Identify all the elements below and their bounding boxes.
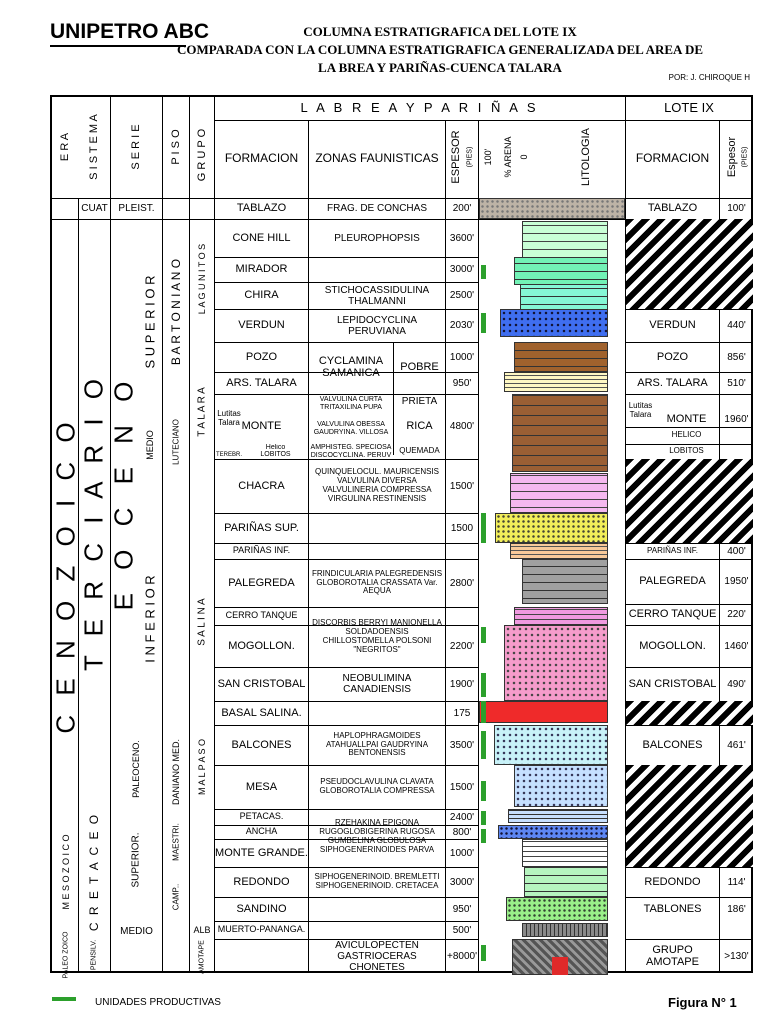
piso-luteciano: LUTECIANO bbox=[171, 419, 181, 465]
formation-name: BALCONES bbox=[231, 738, 292, 751]
era-mesozoico: M E S O Z O I C O bbox=[61, 834, 71, 910]
stratigraphic-table bbox=[50, 95, 753, 979]
divider bbox=[162, 97, 163, 971]
zone-pobre: POBRE bbox=[400, 360, 439, 373]
lith-pozo bbox=[514, 342, 608, 372]
thickness: 1500 bbox=[450, 522, 474, 534]
productive-marker bbox=[481, 673, 486, 697]
lith-chira bbox=[520, 284, 608, 310]
formation-name: MONTE GRANDE. bbox=[215, 846, 308, 859]
divider bbox=[189, 97, 190, 971]
thickness: 800' bbox=[452, 826, 472, 838]
piso-maestri: MAESTRI. bbox=[171, 823, 181, 861]
formation-name: PALEGREDA bbox=[228, 576, 295, 589]
grupo-header: G R U P O bbox=[196, 128, 208, 182]
productive-marker bbox=[481, 811, 486, 825]
formation-name: PARIÑAS SUP. bbox=[224, 521, 299, 534]
lote-thickness: 114' bbox=[727, 876, 746, 888]
faunal-zone bbox=[309, 543, 445, 559]
lote-thickness: 1460' bbox=[724, 640, 749, 652]
faunal-zone: AVICULOPECTEN GASTRIOCERAS CHONETES bbox=[335, 939, 419, 973]
title-line-1: COLUMNA ESTRATIGRAFICA DEL LOTE IX bbox=[303, 24, 577, 39]
thickness bbox=[446, 543, 478, 559]
sistema-cuat: CUAT bbox=[81, 203, 108, 214]
pies-label: (PIES) bbox=[466, 146, 474, 168]
lote-thickness: 856' bbox=[727, 351, 746, 363]
lith-petacas bbox=[508, 809, 608, 823]
lote-missing-zone bbox=[626, 765, 753, 867]
lobitos: LOBITOS bbox=[260, 451, 291, 459]
faunal-zone: PSEUDOCLAVULINA CLAVATA GLOBOROTALIA COMPRESSA bbox=[319, 777, 435, 795]
piso-daniano: DANIANO MED. bbox=[171, 738, 181, 806]
lith-ancha bbox=[498, 825, 608, 839]
thickness: +8000' bbox=[447, 950, 477, 962]
faunal-zone: QUINQUELOCUL. MAURICENSIS VALVULINA DIVERSA VALVULINERIA COMPRESSA VIRGULINA RESTINENSIS bbox=[314, 467, 440, 503]
lith-parinas-sup bbox=[495, 513, 608, 543]
arena-label: % ARENA bbox=[503, 136, 513, 178]
faunal-zone bbox=[309, 897, 445, 921]
lote-formation: BALCONES bbox=[642, 738, 703, 751]
thickness: 950' bbox=[452, 903, 472, 915]
lote-formation: HELICO bbox=[671, 430, 702, 440]
thickness: 3000' bbox=[449, 876, 475, 888]
lote-formation: Lutitas Talara bbox=[628, 400, 653, 419]
era-header: E R A bbox=[59, 132, 71, 162]
monte-zone-3: AMPHISTEG. SPECIOSA DISCOCYCLINA. PERUV bbox=[310, 444, 392, 459]
lote-thickness: 461' bbox=[727, 739, 746, 751]
piso-header: P I S O bbox=[170, 129, 182, 165]
thickness: 2400' bbox=[449, 811, 475, 823]
lith-mogollon bbox=[504, 625, 608, 701]
productive-marker bbox=[481, 701, 486, 723]
lith-muerto-pananga bbox=[522, 923, 608, 937]
grupo-talara: T A L A R A bbox=[196, 387, 208, 437]
lutitas-talara: Lutitas Talara bbox=[217, 409, 241, 427]
litologia-header: LITOLOGIA bbox=[580, 128, 592, 186]
lote-thickness: 100' bbox=[727, 203, 746, 214]
lith-palegreda bbox=[522, 559, 608, 604]
logo: UNIPETRO ABC bbox=[50, 20, 210, 43]
productive-marker bbox=[481, 627, 486, 643]
figure-label: Figura N° 1 bbox=[668, 995, 737, 1010]
lote-formation: MOGOLLON. bbox=[639, 639, 706, 652]
serie-pleist: PLEIST. bbox=[118, 203, 155, 214]
productive-marker bbox=[481, 781, 486, 801]
formation-name bbox=[215, 939, 308, 973]
lote-formation: REDONDO bbox=[644, 875, 701, 888]
lote-formation: MONTE bbox=[666, 412, 707, 425]
serie-header: S E R I E bbox=[130, 124, 142, 170]
thickness: 1000' bbox=[449, 847, 475, 859]
lith-mirador bbox=[514, 257, 608, 285]
faunal-zone: HAPLOPHRAGMOIDES ATAHUALLPAI GAUDRYINA BENTONENSIS bbox=[325, 730, 429, 758]
monte-zone-2: VALVULINA OBESSA GAUDRYINA. VILLOSA bbox=[313, 421, 389, 436]
lote-thickness: 1950' bbox=[724, 576, 749, 587]
faunal-zone: LEPIDOCYCLINA PERUVIANA bbox=[336, 314, 418, 337]
grupo-amotape: AMOTAPE bbox=[198, 940, 206, 974]
lote-formation: CERRO TANQUE bbox=[628, 608, 717, 621]
faunal-zone: SIPHOGENERINOID. BREMLETTI SIPHOGENERINOID. CRETACEA bbox=[314, 872, 440, 890]
formation-name: VERDUN bbox=[238, 319, 285, 332]
lote-missing-zone bbox=[626, 459, 753, 543]
thickness: 200' bbox=[452, 203, 472, 214]
serie-eoceno: E O C E N O bbox=[108, 373, 139, 611]
arena-top-label: 100' bbox=[483, 148, 493, 166]
era-cenozoico: C E N O Z O I C O bbox=[50, 416, 81, 734]
lith-tablazo bbox=[479, 198, 625, 219]
productive-marker bbox=[481, 313, 486, 333]
lote-thickness: 490' bbox=[727, 678, 746, 690]
thickness: 1900' bbox=[449, 678, 475, 690]
formation-name: ARS. TALARA bbox=[226, 376, 297, 389]
thickness: 175 bbox=[453, 707, 471, 719]
thickness: 1000' bbox=[449, 351, 475, 363]
lote-espesor-header: Espesor bbox=[726, 136, 738, 178]
lote-formation: PARIÑAS INF. bbox=[647, 545, 698, 555]
formation-name: PARIÑAS INF. bbox=[232, 545, 291, 556]
lote-thickness: 1960' bbox=[724, 413, 749, 425]
lote-thickness: 186' bbox=[727, 903, 746, 915]
serie-medio: MEDIO bbox=[145, 430, 155, 460]
grupo-lagunitos: L A G U N I T O S bbox=[197, 243, 207, 315]
faunal-zone: PLEUROPHOPSIS bbox=[334, 232, 420, 244]
formation-name: MUERTO-PANANGA. bbox=[217, 924, 306, 935]
lith-mesa bbox=[514, 765, 608, 807]
thickness: 2030' bbox=[449, 320, 475, 331]
lote-formation: TABLAZO bbox=[647, 202, 698, 215]
faunal-zone: FRAG. DE CONCHAS bbox=[326, 203, 427, 214]
formation-name: SANDINO bbox=[236, 902, 287, 915]
lith-balcones bbox=[494, 725, 608, 765]
formation-name: MIRADOR bbox=[235, 263, 288, 276]
lote-formation: SAN CRISTOBAL bbox=[628, 677, 717, 690]
lith-verdun bbox=[500, 309, 608, 337]
thickness: 2800' bbox=[449, 577, 475, 589]
formation-name: CHIRA bbox=[244, 289, 279, 302]
sistema-header: S I S T E M A bbox=[88, 114, 100, 180]
mogollon-zone: DISCORBIS BERRYI MANIONELLA SOLDADOENSIS CHILLOSTOMELLA POLSONI "NEGRITOS" bbox=[312, 618, 442, 654]
piso-bartoniano: B A R T O N I A N O bbox=[169, 258, 183, 366]
zone-quemada: QUEMADA bbox=[399, 446, 440, 456]
productive-marker bbox=[481, 265, 486, 279]
lith-sandino bbox=[506, 897, 608, 921]
grupo-malpaso: M A L P A S O bbox=[197, 738, 207, 796]
productive-marker bbox=[481, 945, 486, 961]
lote-thickness: 510' bbox=[727, 377, 746, 389]
formation-name: CERRO TANQUE bbox=[225, 610, 298, 621]
serie-paleoceno: PALEOCENO. bbox=[131, 740, 141, 798]
cret-zone: RZEHAKINA EPIGONA RUGOGLOBIGERINA RUGOSA GUMBELINA GLOBULOSA SIPHOGENERINOIDES PARVA bbox=[319, 818, 435, 854]
formation-name: CHACRA bbox=[238, 479, 285, 492]
faunal-zone: STICHOCASSIDULINA THALMANNI bbox=[324, 284, 430, 307]
thickness: 500' bbox=[452, 924, 472, 936]
lote-thickness: 440' bbox=[727, 320, 746, 331]
zone-rica: RICA bbox=[406, 419, 433, 432]
thickness: 3000' bbox=[449, 264, 475, 275]
formation-name: POZO bbox=[245, 350, 278, 363]
lote-formation: ARS. TALARA bbox=[637, 376, 708, 389]
formation-name: MONTE bbox=[241, 420, 282, 433]
thickness: 4800' bbox=[449, 421, 475, 432]
lith-cerro-tanque bbox=[514, 607, 608, 625]
labrea-header: L A B R E A Y P A R I Ñ A S bbox=[300, 100, 539, 116]
formation-name: ANCHA bbox=[245, 826, 278, 837]
lote-header: LOTE IX bbox=[664, 100, 714, 116]
lith-redondo bbox=[524, 867, 608, 897]
faunal-zone bbox=[309, 513, 445, 543]
productive-marker bbox=[481, 513, 486, 543]
sistema-cretaceo: C R E T A C E O bbox=[87, 812, 101, 932]
lith-chacra bbox=[510, 473, 608, 513]
productive-marker bbox=[481, 731, 486, 759]
formation-name: CONE HILL bbox=[232, 231, 291, 244]
piso-alb: ALB bbox=[193, 925, 211, 936]
sistema-pensilv: PENSILV. bbox=[90, 939, 98, 971]
lote-formacion-header: FORMACION bbox=[635, 151, 710, 166]
lote-missing-zone bbox=[626, 701, 753, 725]
lith-basal-salina bbox=[479, 701, 608, 723]
lote-thickness: 220' bbox=[727, 609, 746, 620]
arena-zero-label: 0 bbox=[519, 154, 529, 160]
divider bbox=[478, 120, 479, 971]
formation-name: MESA bbox=[245, 780, 278, 793]
formation-name: SAN CRISTOBAL bbox=[217, 677, 306, 690]
terebr: TEREBR. bbox=[215, 451, 242, 458]
serie-cret-medio: MEDIO bbox=[120, 925, 153, 937]
formation-name: REDONDO bbox=[233, 875, 290, 888]
zone-prieta: PRIETA bbox=[401, 395, 438, 407]
title-line-2: COMPARADA CON LA COLUMNA ESTRATIGRAFICA GENERALIZADA DEL AREA DE bbox=[176, 42, 704, 57]
espesor-header: ESPESOR bbox=[450, 130, 462, 184]
lote-formation: LOBITOS bbox=[669, 446, 704, 456]
formation-name: TABLAZO bbox=[236, 202, 287, 215]
faunal-zone bbox=[309, 257, 445, 282]
lote-missing-zone bbox=[626, 219, 753, 309]
piso-camp: CAMP.. bbox=[171, 883, 181, 911]
thickness: 1500' bbox=[449, 781, 475, 793]
sistema-terciario: T E R C I A R I O bbox=[78, 372, 109, 672]
thickness: 1500' bbox=[449, 480, 475, 492]
thickness bbox=[446, 607, 478, 625]
faunal-zone: FRINDICULARIA PALEGREDENSIS GLOBOROTALIA CRASSATA Var. AEQUA bbox=[311, 568, 443, 596]
lote-thickness: >130' bbox=[724, 950, 749, 962]
faunal-zone bbox=[309, 701, 445, 725]
lote-formation: VERDUN bbox=[649, 319, 696, 332]
productive-marker bbox=[481, 829, 486, 843]
lith-monte bbox=[512, 394, 608, 472]
helico: Helico bbox=[265, 444, 286, 452]
serie-inferior: I N F E R I O R bbox=[142, 575, 158, 663]
lote-formation: TABLONES bbox=[643, 902, 702, 915]
faunal-zone bbox=[309, 921, 445, 939]
lith-ars-talara bbox=[504, 372, 608, 392]
serie-superior: S U P E R I O R bbox=[142, 275, 158, 369]
monte-zone-1: VALVULINA CURTA TRITAXILINA PUPA bbox=[319, 396, 383, 411]
lith-parinas-inf bbox=[510, 543, 608, 559]
formation-name: PETACAS. bbox=[239, 811, 284, 822]
thickness: 2200' bbox=[449, 640, 475, 652]
zone-subdivider bbox=[393, 342, 394, 455]
serie-cret-superior: SUPERIOR. bbox=[130, 832, 142, 888]
lith-monte-grande bbox=[522, 839, 608, 867]
lote-thickness: 400' bbox=[727, 545, 746, 557]
lote-formation: GRUPO AMOTAPE bbox=[646, 943, 699, 968]
faunal-zone: NEOBULIMINA CANADIENSIS bbox=[342, 673, 412, 695]
formation-name: BASAL SALINA. bbox=[221, 706, 302, 719]
thickness: 950' bbox=[452, 377, 472, 389]
legend-label: UNIDADES PRODUCTIVAS bbox=[95, 997, 221, 1008]
thickness: 2500' bbox=[449, 290, 475, 301]
formacion-header: FORMACION bbox=[224, 151, 299, 166]
zonas-header: ZONAS FAUNISTICAS bbox=[315, 151, 439, 166]
thickness: 3600' bbox=[449, 232, 475, 244]
author: POR: J. CHIROQUE H bbox=[668, 73, 750, 82]
thickness: 3500' bbox=[449, 739, 475, 751]
lote-pies-label: (PIES) bbox=[741, 146, 749, 168]
formation-name: MOGOLLON. bbox=[228, 639, 295, 652]
legend-productive-swatch bbox=[52, 997, 76, 1001]
faunal-zone-cyclamina: CYCLAMINA SAMANICA bbox=[318, 354, 384, 379]
lote-formation: POZO bbox=[656, 350, 689, 363]
era-paleozoico: PALEO ZOICO bbox=[62, 931, 70, 979]
lote-formation: PALEGREDA bbox=[639, 575, 706, 588]
lith-intrusive bbox=[552, 957, 568, 975]
title-line-3: LA BREA Y PARIÑAS-CUENCA TALARA bbox=[318, 60, 562, 75]
grupo-salina: S A L I N A bbox=[196, 598, 208, 646]
